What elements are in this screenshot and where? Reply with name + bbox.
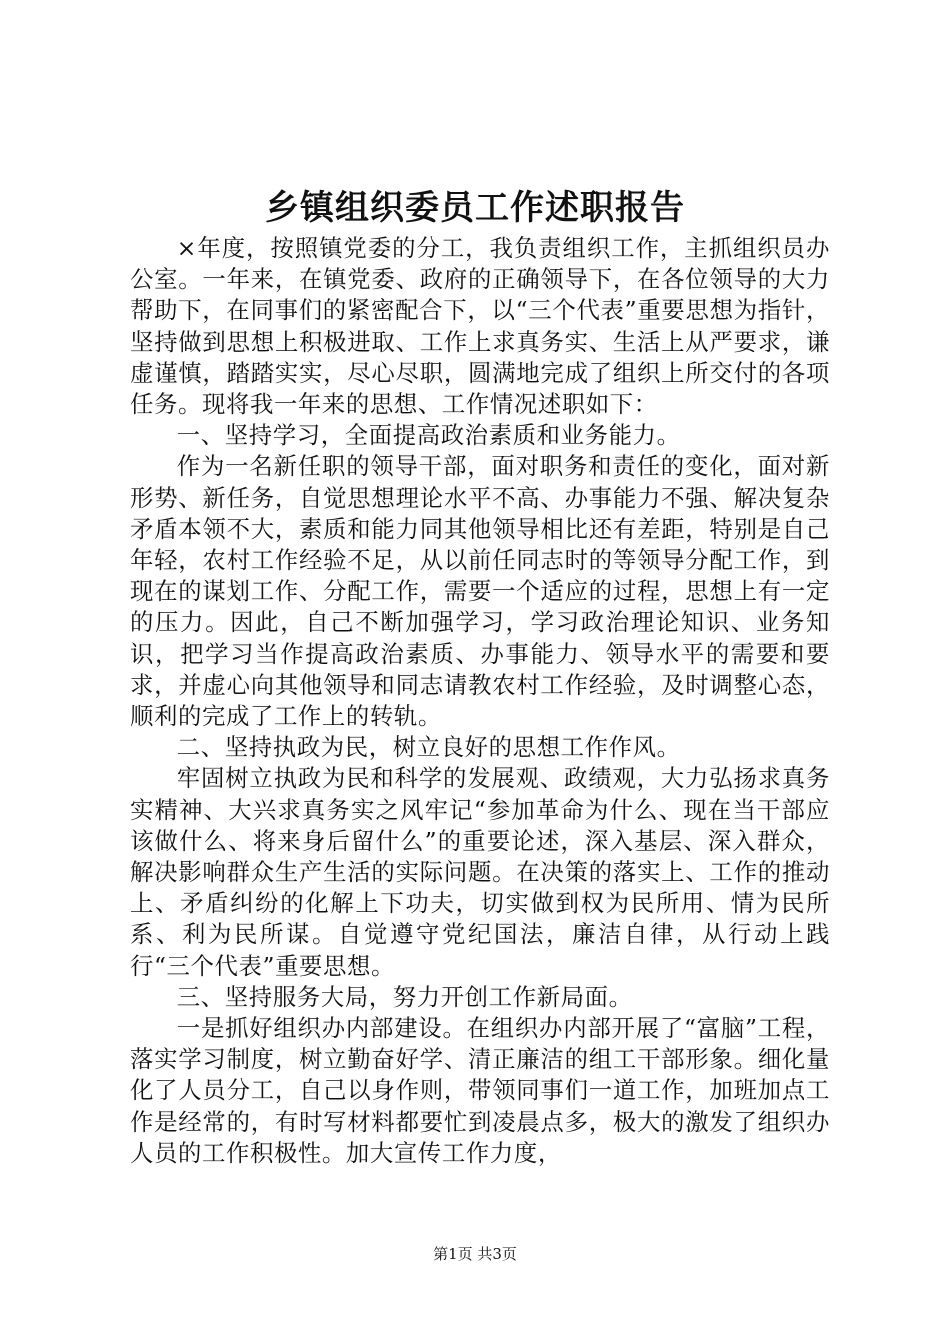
document-title: 乡镇组织委员工作述职报告	[265, 188, 685, 228]
section-2-paragraph: 牢固树立执政为民和科学的发展观、政绩观，大力弘扬求真务实精神、大兴求真务实之风牢记“参加革命为什么、现在当干部应该做什么、将来身后留什么”的重要论述，深入基层、深入群众，解决影响群众生产生活的实际问题。在决策的落实上、工作的推动上、矛盾纠纷的化解上下功夫，切实做到权为民所用、情为民所系、利为民所谋。自觉遵守党纪国法，廉洁自律，从行动上践行“三个代表”重要思想。	[130, 764, 830, 980]
section-heading-2: 二、坚持执政为民，树立良好的思想工作作风。	[176, 733, 681, 762]
section-3-paragraph: 一是抓好组织办内部建设。在组织办内部开展了“富脑”工程，落实学习制度，树立勤奋好学、清正廉洁的组工干部形象。细化量化了人员分工，自己以身作则，带领同事们一道工作，加班加点工作是经常的，有时写材料都要忙到凌晨点多，极大的激发了组织办人员的工作积极性。加大宣传工作力度，	[130, 1014, 830, 1167]
section-1-paragraph: 作为一名新任职的领导干部，面对职务和责任的变化，面对新形势、新任务，自觉思想理论水平不高、办事能力不强、解决复杂矛盾本领不大，素质和能力同其他领导相比还有差距，特别是自己年轻，农村工作经验不足，从以前任同志时的等领导分配工作，到现在的谋划工作、分配工作，需要一个适应的过程，思想上有一定的压力。因此，自己不断加强学习，学习政治理论知识、业务知识，把学习当作提高政治素质、办事能力、领导水平的需要和要求，并虚心向其他领导和同志请教农村工作经验，及时调整心态，顺利的完成了工作上的转轨。	[130, 452, 830, 731]
document-body	[130, 233, 830, 1169]
section-heading-3: 三、坚持服务大局，努力开创工作新局面。	[176, 982, 633, 1011]
section-heading-1: 一、坚持学习，全面提高政治素质和业务能力。	[176, 421, 681, 450]
intro-paragraph: ×年度，按照镇党委的分工，我负责组织工作，主抓组织员办公室。一年来，在镇党委、政府的正确领导下，在各位领导的大力帮助下，在同事们的紧密配合下，以“三个代表”重要思想为指针，坚持做到思想上积极进取、工作上求真务实、生活上从严要求，谦虚谨慎，踏踏实实，尽心尽职，圆满地完成了组织上所交付的各项任务。现将我一年来的思想、工作情况述职如下：	[130, 234, 830, 419]
page-number-footer: 第1页 共3页	[433, 1245, 517, 1263]
